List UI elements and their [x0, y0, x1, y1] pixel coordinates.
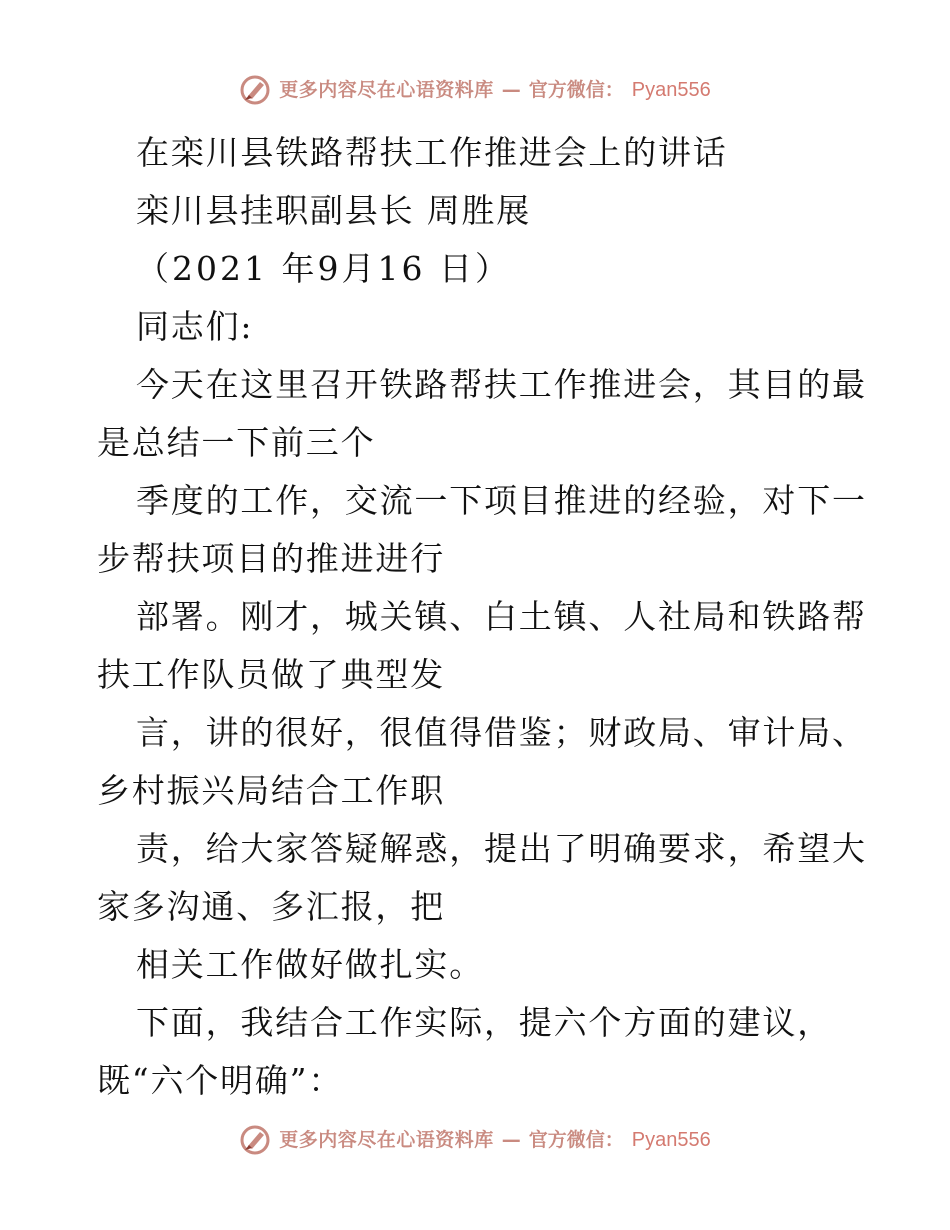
document-salutation: 同志们: [136, 307, 254, 346]
paragraph-line: 今天在这里召开铁路帮扶工作推进会，其目的最 [136, 365, 867, 404]
paragraph-line: 乡村振兴局结合工作职 [97, 771, 445, 810]
paragraph-line: 是总结一下前三个 [97, 423, 376, 462]
watermark-footer [0, 1124, 950, 1156]
watermark-dash: — [501, 1128, 521, 1151]
watermark-prefix: 官方微信： [528, 78, 624, 101]
paragraph-line: 扶工作队员做了典型发 [97, 655, 445, 694]
pen-logo-icon [239, 74, 271, 106]
watermark-text: 更多内容尽在心语资料库 [279, 1128, 494, 1151]
document-date: （2021 年9月16 日） [136, 249, 511, 288]
document-title: 在栾川县铁路帮扶工作推进会上的讲话 [136, 133, 728, 172]
watermark-id: Pyan556 [631, 1129, 711, 1151]
paragraph-line: 部署。刚才，城关镇、白土镇、人社局和铁路帮 [136, 597, 867, 636]
watermark-prefix: 官方微信： [528, 1128, 624, 1151]
watermark-id: Pyan556 [631, 79, 711, 101]
paragraph-line: 责，给大家答疑解惑，提出了明确要求，希望大 [136, 829, 867, 868]
paragraph-line: 步帮扶项目的推进进行 [97, 539, 445, 578]
paragraph-line: 言，讲的很好，很值得借鉴；财政局、审计局、 [136, 713, 867, 752]
paragraph-line: 下面，我结合工作实际，提六个方面的建议， [136, 1003, 832, 1042]
paragraph-line: 相关工作做好做扎实。 [136, 945, 484, 984]
document-body [97, 124, 867, 1110]
document-speaker: 栾川县挂职副县长 周胜展 [136, 191, 532, 230]
watermark-dash: — [501, 78, 521, 101]
paragraph-line: 既“六个明确”： [97, 1061, 344, 1100]
paragraph-line: 家多沟通、多汇报，把 [97, 887, 445, 926]
paragraph-line: 季度的工作，交流一下项目推进的经验，对下一 [136, 481, 867, 520]
watermark-header [0, 74, 950, 106]
watermark-text: 更多内容尽在心语资料库 [279, 78, 494, 101]
pen-logo-icon [239, 1124, 271, 1156]
